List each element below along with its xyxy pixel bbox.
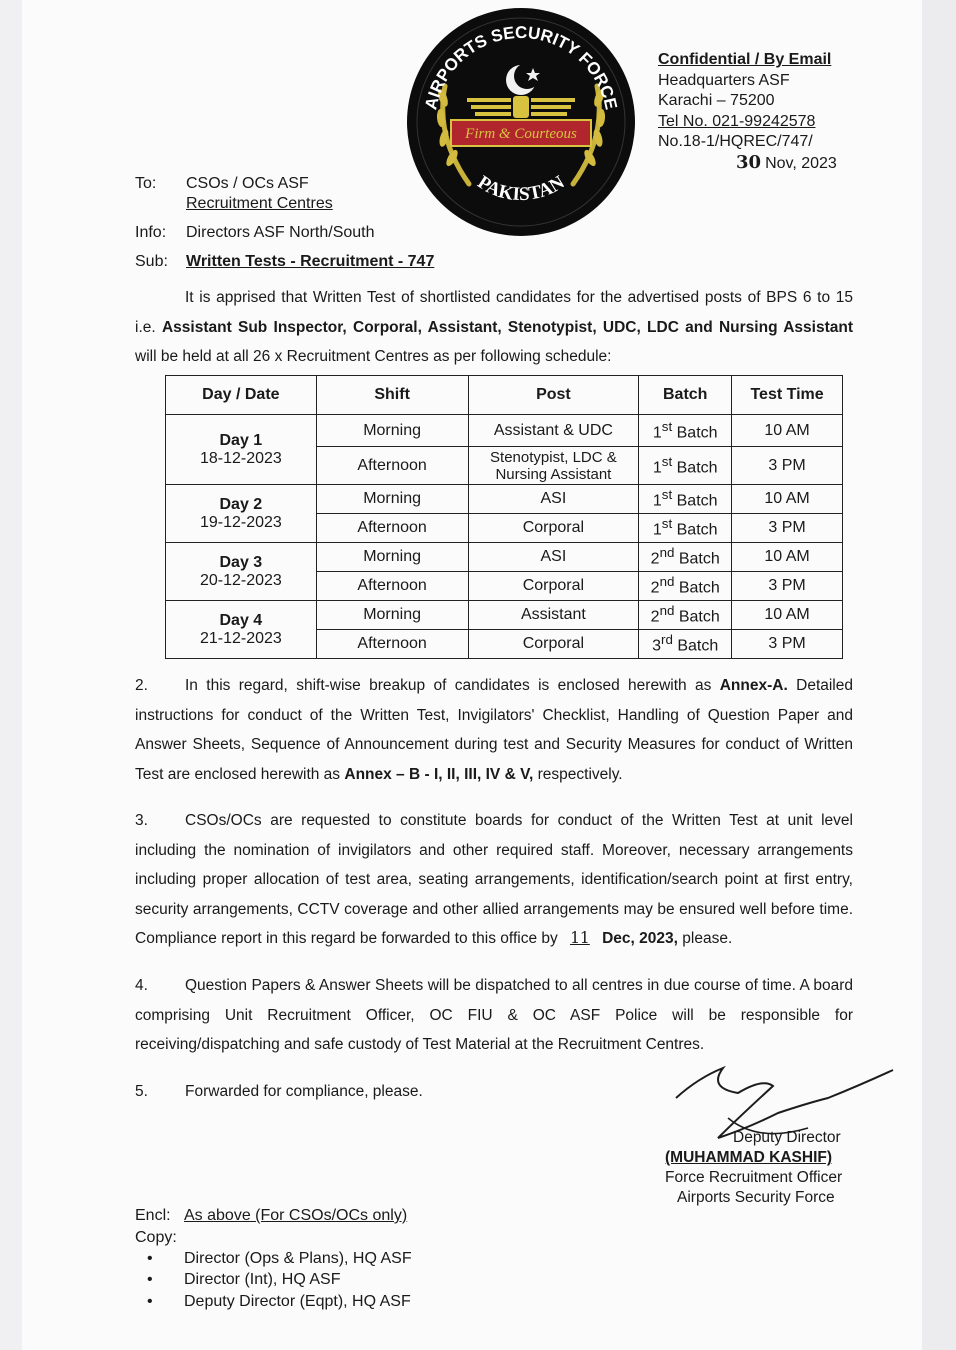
deadline-day-handwritten: 11	[570, 929, 590, 948]
date-label: 18-12-2023	[199, 449, 282, 467]
intro-paragraph	[135, 283, 853, 372]
batch-cell: 1st Batch	[639, 514, 732, 543]
signatory-name: (MUHAMMAD KASHIF)	[665, 1149, 833, 1166]
paragraph-3	[135, 806, 853, 954]
asf-logo-seal	[405, 6, 637, 238]
time-cell: 3 PM	[732, 630, 843, 659]
date-day-handwritten: 30	[736, 151, 762, 173]
table-row	[166, 543, 843, 572]
signatory-org: Airports Security Force	[677, 1189, 835, 1206]
list-item: • Director (Ops & Plans), HQ ASF	[147, 1250, 412, 1267]
para-number: 5.	[135, 1083, 148, 1100]
logo-top-text: AIRPORTS SECURITY FORCE	[421, 22, 621, 112]
copy-label: Copy:	[135, 1229, 177, 1246]
day-label: Day 1	[219, 431, 263, 449]
letter-date	[658, 153, 837, 175]
para-text: Question Papers & Answer Sheets will be dispatched to all centres in due course of time. A board comprising Unit Recruitment Officer, OC FIU & OC ASF Police will be responsible for receiving/dispatching and safe custody of Test Material at the Recruitment Centres.	[135, 977, 853, 1054]
letter-header	[658, 50, 837, 174]
time-cell: 3 PM	[732, 572, 843, 601]
para-text: In this regard, shift-wise breakup of candidates is enclosed herewith as	[185, 677, 712, 694]
shift-cell: Afternoon	[316, 572, 468, 601]
time-cell: 3 PM	[732, 514, 843, 543]
batch-cell: 3rd Batch	[639, 630, 732, 659]
col-header: Day / Date	[166, 376, 317, 415]
subject-label: Sub:	[135, 253, 168, 270]
reference-number: No.18-1/HQREC/747/	[658, 133, 813, 150]
para-number: 2.	[135, 677, 148, 694]
day-label: Day 3	[219, 553, 263, 571]
page-right-margin	[922, 0, 956, 1350]
intro-posts: Assistant Sub Inspector, Corporal, Assistant, Stenotypist, UDC, LDC and Nursing Assistant	[161, 318, 853, 336]
para-number: 4.	[135, 977, 148, 994]
signatory-role: Force Recruitment Officer	[665, 1169, 843, 1186]
day-date-cell	[166, 543, 317, 601]
post-cell: Corporal	[468, 572, 639, 601]
table-row	[166, 415, 843, 447]
logo-motto: Firm & Courteous	[465, 126, 577, 142]
to-line-2	[135, 195, 333, 213]
post-cell: Assistant & UDC	[468, 415, 639, 447]
shift-cell: Morning	[316, 415, 468, 447]
intro-text-pre: It is apprised that Written Test of shortlisted candidates for the advertised posts of BPS 6 to 15 i.e.	[135, 289, 853, 336]
copy-list	[135, 1250, 412, 1314]
list-item: • Director (Int), HQ ASF	[147, 1271, 341, 1289]
shift-cell: Afternoon	[316, 514, 468, 543]
info-value: Directors ASF North/South	[186, 224, 375, 241]
para-text: Forwarded for compliance, please.	[185, 1083, 423, 1100]
shift-cell: Afternoon	[316, 630, 468, 659]
day-date-cell	[166, 415, 317, 485]
logo-country-text: PAKISTAN	[473, 171, 569, 206]
para-text: please.	[682, 930, 733, 948]
batch-cell: 1st Batch	[639, 415, 732, 447]
col-header: Test Time	[732, 376, 843, 415]
day-label: Day 4	[219, 611, 263, 629]
post-cell: Corporal	[468, 514, 639, 543]
batch-cell: 1st Batch	[639, 447, 732, 485]
shift-cell: Afternoon	[316, 447, 468, 485]
subject-line	[135, 253, 434, 271]
page-left-margin	[0, 0, 22, 1350]
shift-cell: Morning	[316, 485, 468, 514]
paragraph-2	[135, 671, 853, 789]
intro-text-post: will be held at all 26 x Recruitment Centres as per following schedule:	[135, 348, 612, 366]
to-line	[135, 175, 309, 193]
schedule-table	[165, 375, 843, 659]
date-label: 19-12-2023	[199, 513, 282, 531]
time-cell: 3 PM	[732, 447, 843, 485]
info-label: Info:	[135, 224, 167, 241]
batch-cell: 2nd Batch	[639, 601, 732, 630]
annex-b-ref: Annex – B - I, II, III, IV & V,	[344, 765, 534, 783]
day-label: Day 2	[219, 495, 263, 513]
enclosure-label: Encl:	[135, 1207, 171, 1224]
time-cell: 10 AM	[732, 543, 843, 572]
table-header-row	[166, 376, 843, 415]
office-name: Headquarters ASF	[658, 71, 790, 89]
shift-cell: Morning	[316, 601, 468, 630]
time-cell: 10 AM	[732, 415, 843, 447]
batch-cell: 1st Batch	[639, 485, 732, 514]
day-date-cell	[166, 601, 317, 659]
table-row	[166, 485, 843, 514]
col-header: Post	[468, 376, 639, 415]
annex-a-ref: Annex-A.	[719, 677, 788, 694]
office-city: Karachi – 75200	[658, 92, 775, 109]
enclosure-value: As above (For CSOs/OCs only)	[184, 1207, 408, 1224]
col-header: Shift	[316, 376, 468, 415]
office-tel: Tel No. 021-99242578	[658, 112, 816, 130]
batch-cell: 2nd Batch	[639, 543, 732, 572]
info-line	[135, 224, 375, 242]
to-value: CSOs / OCs ASF	[186, 175, 309, 192]
paragraph-4	[135, 971, 853, 1060]
enclosure-line	[135, 1207, 407, 1225]
to-value-2: Recruitment Centres	[186, 195, 333, 212]
para-text: Detailed instructions for conduct of the Written Test, Invigilators' Checklist, Handling of Question Paper and Answer Sheets, Sequence of Announcement during test and Security Measures for conduct of Written Test are enclosed herewith as	[135, 677, 853, 783]
post-cell: Assistant	[468, 601, 639, 630]
date-label: 20-12-2023	[199, 571, 282, 589]
subject-value: Written Tests - Recruitment - 747	[186, 253, 435, 270]
post-cell: Stenotypist, LDC & Nursing Assistant	[468, 447, 639, 485]
day-date-cell	[166, 485, 317, 543]
post-cell: Corporal	[468, 630, 639, 659]
signatory-title: Deputy Director	[733, 1129, 841, 1146]
date-label: 21-12-2023	[199, 629, 282, 647]
classification: Confidential / By Email	[658, 51, 832, 68]
date-month-year: Nov, 2023	[765, 154, 837, 172]
post-cell: ASI	[468, 485, 639, 514]
time-cell: 10 AM	[732, 485, 843, 514]
para-text: respectively.	[537, 765, 623, 783]
list-item: • Deputy Director (Eqpt), HQ ASF	[147, 1292, 411, 1310]
post-cell: ASI	[468, 543, 639, 572]
para-number: 3.	[135, 812, 148, 829]
deadline-month: Dec, 2023,	[602, 930, 678, 948]
para-text: CSOs/OCs are requested to constitute boards for conduct of the Written Test at unit level including the nomination of invigilators and other required staff. Moreover, necessary arrangements including proper allocation of test area, seating arrangements, identification/search point at first entry, security arrangements, CCTV coverage and other allied arrangements may be ensured well before time. Compliance report in this regard be forwarded to this office by	[135, 812, 853, 948]
batch-cell: 2nd Batch	[639, 572, 732, 601]
time-cell: 10 AM	[732, 601, 843, 630]
to-label: To:	[135, 175, 157, 192]
shift-cell: Morning	[316, 543, 468, 572]
table-row	[166, 601, 843, 630]
col-header: Batch	[639, 376, 732, 415]
